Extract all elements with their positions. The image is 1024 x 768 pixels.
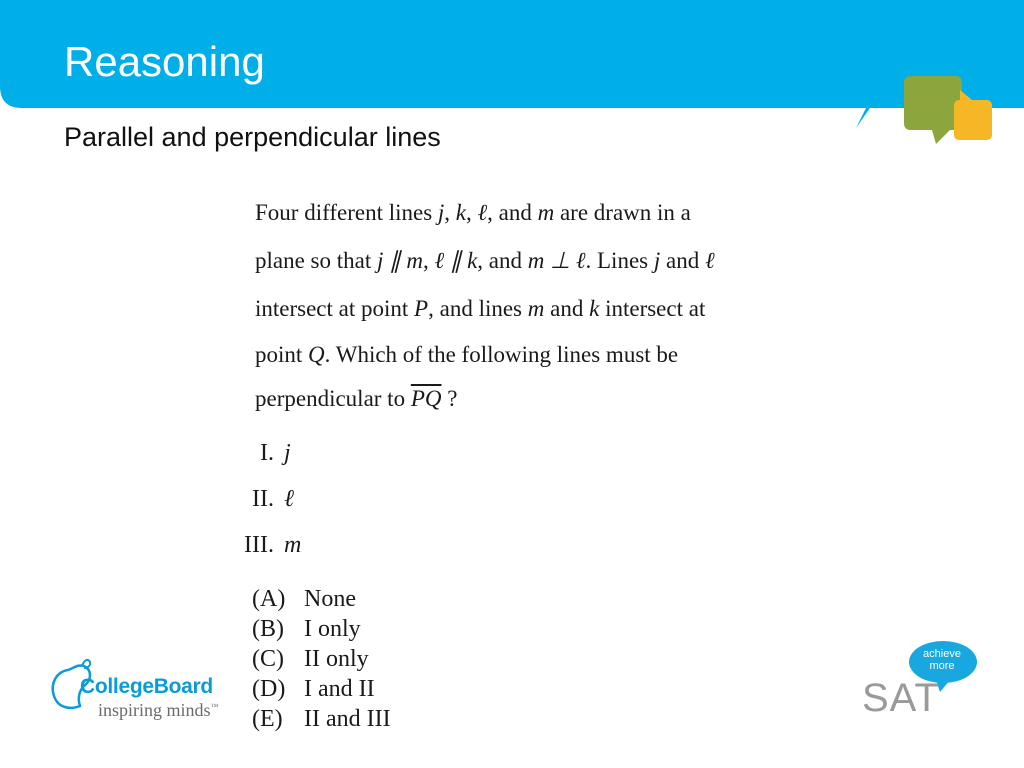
text: , and lines [428, 296, 528, 321]
problem-line-1 [255, 198, 691, 228]
var-j: j [437, 200, 445, 225]
var-l: ℓ [477, 200, 488, 225]
achieve-text: achieve [923, 648, 961, 660]
var-k: k [455, 200, 467, 225]
text: . Lines [585, 248, 654, 273]
text: . Which of the following lines must be [324, 342, 679, 367]
text: , [466, 200, 478, 225]
text: , and [477, 248, 528, 273]
numeral-var: ℓ [284, 486, 294, 512]
answer-choice [252, 614, 391, 644]
collegeboard-tagline [98, 700, 218, 721]
choice-text: None [304, 586, 356, 612]
answer-choices [252, 584, 391, 734]
choice-label: (B) [252, 616, 284, 642]
text: intersect at [599, 296, 706, 321]
problem-line-5 [255, 384, 457, 414]
choice-label: (A) [252, 586, 286, 612]
expr-j-parallel-m: j ∥ m [377, 248, 423, 273]
numeral-label: II. [252, 486, 274, 512]
text: and [544, 296, 590, 321]
collegeboard-name: CollegeBoard [80, 675, 213, 698]
text: and [660, 248, 705, 273]
choice-text: I and II [304, 676, 375, 702]
text: Four different lines [255, 200, 438, 225]
problem-line-3 [255, 294, 705, 324]
var-k: k [589, 296, 600, 321]
answer-choice [252, 704, 391, 734]
var-j: j [653, 248, 661, 273]
slide-title: Reasoning [64, 38, 265, 85]
answer-choice [252, 584, 391, 614]
var-m: m [537, 200, 555, 225]
text: point [255, 342, 309, 367]
tagline-text: inspiring minds [98, 700, 211, 720]
more-text: more [929, 660, 955, 672]
segment-PQ: $\overline{PQ}$ [410, 386, 442, 411]
text: , [444, 200, 456, 225]
text: plane so that [255, 248, 377, 273]
text: intersect at point [255, 296, 415, 321]
text: , [423, 248, 435, 273]
var-m: m [527, 296, 545, 321]
problem-line-2 [255, 246, 715, 276]
numeral-option [222, 438, 291, 468]
numeral-var: m [284, 532, 302, 558]
numeral-option [222, 530, 301, 560]
problem-line-4 [255, 340, 678, 370]
achieve-more-text [910, 648, 974, 672]
choice-text: II only [304, 646, 369, 672]
choice-text: II and III [304, 706, 391, 732]
answer-choice [252, 644, 391, 674]
var-P: P [414, 296, 429, 321]
answer-choice [252, 674, 391, 704]
trademark-mark: ™ [210, 702, 219, 711]
text: are drawn in a [554, 200, 691, 225]
text: perpendicular to [255, 386, 411, 411]
text: , and [487, 200, 538, 225]
numeral-var: j [284, 440, 291, 466]
text: ? [441, 386, 458, 411]
numeral-option [222, 484, 294, 514]
numeral-label: I. [260, 440, 274, 466]
var-l: ℓ [704, 248, 715, 273]
choice-label: (C) [252, 646, 284, 672]
numeral-label: III. [244, 532, 274, 558]
choice-label: (D) [252, 676, 286, 702]
speech-bubbles-icon [902, 74, 994, 148]
expr-m-perp-l: m ⊥ ℓ [527, 248, 586, 273]
choice-text: I only [304, 616, 361, 642]
slide-subtitle: Parallel and perpendicular lines [64, 122, 441, 152]
expr-l-parallel-k: ℓ ∥ k [434, 248, 478, 273]
sat-logo-text: SAT [862, 676, 940, 720]
choice-label: (E) [252, 706, 283, 732]
var-Q: Q [308, 342, 325, 367]
